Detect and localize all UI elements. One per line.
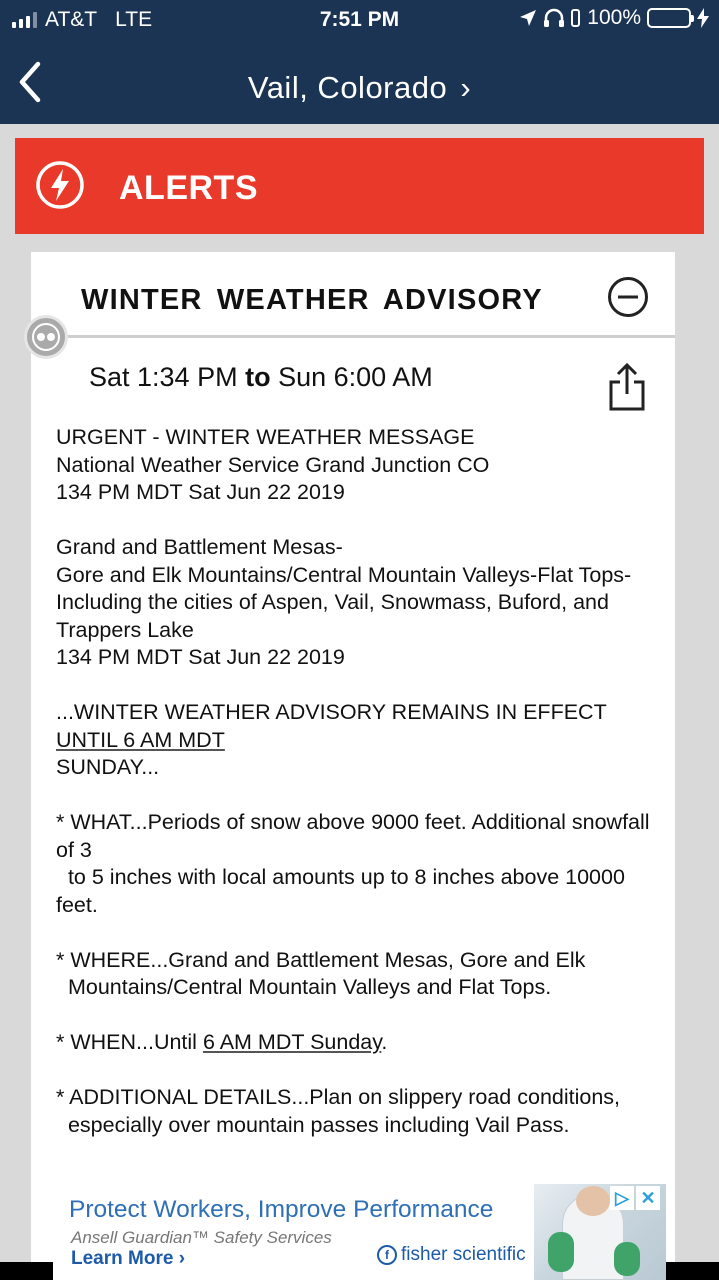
battery-icon bbox=[647, 8, 691, 28]
msg-line: . bbox=[381, 1030, 388, 1054]
collapse-button[interactable] bbox=[607, 276, 649, 318]
msg-line: 134 PM MDT Sat Jun 22 2019 bbox=[56, 480, 345, 504]
charging-bolt-icon bbox=[697, 8, 709, 28]
location-title[interactable] bbox=[0, 70, 719, 106]
alerts-banner bbox=[15, 138, 704, 234]
advisory-end: Sun 6:00 AM bbox=[278, 362, 433, 392]
ad-brand bbox=[377, 1244, 526, 1266]
network-label: LTE bbox=[115, 8, 153, 31]
headphones-icon bbox=[543, 8, 565, 28]
msg-line: ...WINTER WEATHER ADVISORY REMAINS IN EFFECT bbox=[56, 700, 607, 724]
rotation-lock-icon bbox=[571, 8, 581, 28]
msg-line: Grand and Battlement Mesas- bbox=[56, 535, 343, 559]
advisory-start: Sat 1:34 PM bbox=[89, 362, 238, 392]
advisory-title: WINTER WEATHER ADVISORY bbox=[81, 284, 543, 316]
msg-line: especially over mountain passes including Vail Pass. bbox=[56, 1112, 570, 1137]
alerts-heading: ALERTS bbox=[119, 169, 258, 207]
adchoices-icon[interactable]: ▷ bbox=[610, 1186, 634, 1210]
battery-percent: 100% bbox=[587, 6, 641, 29]
advisory-message bbox=[56, 424, 656, 1139]
advisory-header[interactable] bbox=[31, 252, 675, 338]
ad-image[interactable] bbox=[534, 1184, 666, 1280]
chevron-right-icon: › bbox=[460, 70, 472, 105]
msg-line: URGENT - WINTER WEATHER MESSAGE bbox=[56, 425, 475, 449]
carrier-label: AT&T bbox=[45, 8, 98, 31]
msg-line: * ADDITIONAL DETAILS...Plan on slippery road conditions, bbox=[56, 1085, 621, 1109]
ad-learn-more-link[interactable]: Learn More › bbox=[71, 1248, 186, 1269]
weather-badge-icon[interactable] bbox=[24, 315, 68, 359]
msg-line: 134 PM MDT Sat Jun 22 2019 bbox=[56, 645, 345, 669]
ad-headline[interactable]: Protect Workers, Improve Performance bbox=[69, 1196, 494, 1223]
location-arrow-icon bbox=[519, 9, 537, 27]
lightning-alert-icon bbox=[35, 160, 85, 210]
clock: 7:51 PM bbox=[319, 8, 400, 31]
share-button[interactable] bbox=[607, 362, 647, 412]
msg-line: Mountains/Central Mountain Valleys and Flat Tops. bbox=[56, 975, 552, 999]
ad-brand-name: fisher scientific bbox=[401, 1244, 526, 1265]
status-bar bbox=[0, 0, 719, 40]
fisher-logo-icon: f bbox=[377, 1245, 397, 1265]
banner-ad[interactable] bbox=[53, 1184, 666, 1280]
msg-line: National Weather Service Grand Junction CO bbox=[56, 452, 490, 477]
time-link[interactable]: 6 AM MDT Sunday bbox=[202, 1030, 382, 1054]
msg-line: Gore and Elk Mountains/Central Mountain Valleys-Flat Tops- bbox=[56, 562, 632, 587]
time-link[interactable]: UNTIL 6 AM MDT bbox=[56, 727, 225, 752]
msg-line: to 5 inches with local amounts up to 8 inches above 10000 feet. bbox=[56, 865, 631, 917]
msg-line: Including the cities of Aspen, Vail, Snowmass, Buford, and Trappers Lake bbox=[56, 590, 615, 642]
ad-letterbox-right bbox=[666, 1262, 719, 1280]
nav-bar bbox=[0, 52, 719, 124]
msg-line: * WHERE...Grand and Battlement Mesas, Gore and Elk bbox=[56, 947, 586, 972]
ad-letterbox-left bbox=[0, 1262, 53, 1280]
msg-line: SUNDAY... bbox=[56, 755, 160, 779]
range-separator: to bbox=[245, 362, 271, 392]
advisory-card bbox=[31, 252, 675, 1280]
location-name: Vail, Colorado bbox=[247, 70, 448, 105]
msg-line: * WHEN...Until bbox=[56, 1030, 197, 1054]
ad-close-icon[interactable]: ✕ bbox=[636, 1186, 660, 1210]
msg-line: * WHAT...Periods of snow above 9000 feet. Additional snowfall of 3 bbox=[56, 810, 656, 862]
ad-subline: Ansell Guardian™ Safety Services bbox=[71, 1228, 332, 1247]
advisory-time-range bbox=[89, 362, 433, 393]
header bbox=[0, 0, 719, 124]
